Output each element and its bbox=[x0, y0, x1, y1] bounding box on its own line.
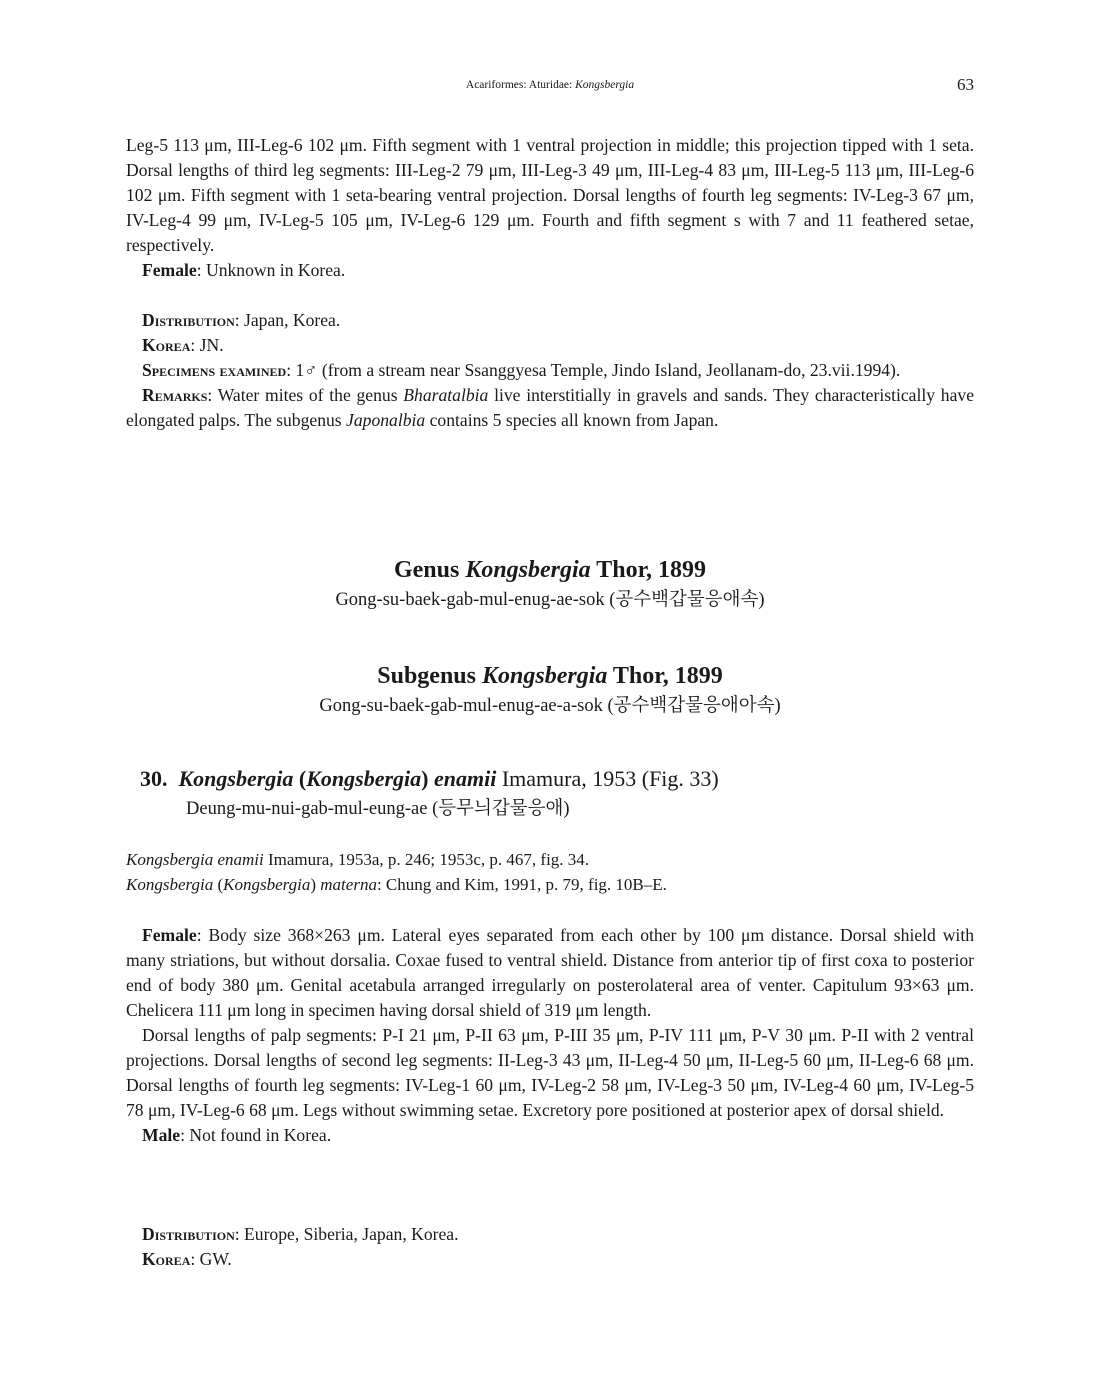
distribution-label: Distribution bbox=[142, 310, 235, 330]
synonym-name: Kongsbergia enamii bbox=[126, 850, 264, 869]
genus-korean-name: Gong-su-baek-gab-mul-enug-ae-sok (공수백갑물응애속) bbox=[335, 590, 765, 610]
subgenus-heading bbox=[126, 661, 974, 719]
previous-species-records bbox=[126, 308, 974, 433]
male-label: Male bbox=[142, 1125, 181, 1145]
korea-label: Korea bbox=[142, 1249, 191, 1269]
species-genus: Kongsbergia bbox=[178, 766, 294, 791]
synonym-entry: Kongsbergia (Kongsbergia) materna: Chung and Kim, 1991, p. 79, fig. 10B–E. bbox=[126, 875, 667, 894]
remarks-paragraph: Remarks: Water mites of the genus Bharatalbia live interstitially in gravels and sands. They characteristically have elongated palps. The subgenus Japonalbia contains 5 species all known from Japan. bbox=[126, 385, 974, 430]
page-number: 63 bbox=[957, 75, 974, 94]
distribution-line: Distribution: Europe, Siberia, Japan, Korea. bbox=[142, 1224, 459, 1244]
species-title: 30. Kongsbergia (Kongsbergia) enamii Imamura, 1953 (Fig. 33) bbox=[140, 766, 719, 791]
species-epithet: enamii bbox=[434, 766, 497, 791]
korea-line: Korea: JN. bbox=[142, 335, 224, 355]
running-head-genus: Kongsbergia bbox=[575, 79, 635, 91]
running-head-title: Acariformes: Aturidae: Kongsbergia bbox=[465, 79, 635, 91]
distribution-label: Distribution bbox=[142, 1224, 235, 1244]
species-korean-name: Deung-mu-nui-gab-mul-eung-ae (등무늬갑물응애) bbox=[186, 799, 570, 819]
leg-measurements-paragraph: Leg-5 113 μm, III-Leg-6 102 μm. Fifth segment with 1 ventral projection in middle; this projection tipped with 1 seta. Dorsal lengths of third leg segments: III-Leg-2 79 μm, III-Leg-3 49 μm, III-Leg-4 83 μm, III-Leg-5 113 μm, III-Leg-6 102 μm. Fifth segment with 1 seta-bearing ventral projection. Dorsal lengths of fourth leg segments: IV-Leg-3 67 μm, IV-Leg-4 99 μm, IV-Leg-5 105 μm, IV-Leg-6 129 μm. Fourth and fifth segment s with 7 and 11 feathered setae, respectively. bbox=[126, 135, 974, 255]
species-heading bbox=[140, 764, 960, 822]
measurements-paragraph: Dorsal lengths of palp segments: P-I 21 μm, P-II 63 μm, P-III 35 μm, P-IV 111 μm, P-V 30 μm. P-II with 2 ventral projections. Dorsal lengths of second leg segments: II-Leg-3 43 μm, II-Leg-4 50 μm, II-Leg-5 60 μm, II-Leg-6 68 μm. Dorsal lengths of fourth leg segments: IV-Leg-1 60 μm, IV-Leg-2 58 μm, IV-Leg-3 50 μm, IV-Leg-4 60 μm, IV-Leg-5 78 μm, IV-Leg-6 68 μm. Legs without swimming setae. Excretory pore positioned at posterior apex of dorsal shield. bbox=[126, 1025, 974, 1120]
remarks-label: Remarks bbox=[142, 385, 208, 405]
specimens-label: Specimens examined bbox=[142, 360, 287, 380]
species-records bbox=[126, 1222, 974, 1272]
subgenus-title: Subgenus Kongsbergia Thor, 1899 bbox=[377, 663, 723, 689]
book-page bbox=[126, 0, 974, 1400]
female-note: Female: Unknown in Korea. bbox=[142, 260, 346, 280]
species-number: 30. bbox=[140, 766, 168, 791]
female-description: Female: Body size 368×263 μm. Lateral eyes separated from each other by 100 μm distance. Dorsal shield with many striations, but without dorsalia. Coxae fused to ventral shield. Distance from anterior tip of first coxa to posterior end of body 380 μm. Genital acetabula arranged irregularly on posterolateral area of venter. Capitulum 93×63 μm. Chelicera 111 μm long in specimen having dorsal shield of 319 μm length. bbox=[126, 925, 974, 1020]
genus-name: Kongsbergia bbox=[465, 557, 591, 583]
species-description bbox=[126, 923, 974, 1148]
female-label: Female bbox=[142, 925, 197, 945]
remarks-subgenus-name: Japonalbia bbox=[346, 410, 426, 430]
synonymy-list bbox=[126, 847, 974, 897]
remarks-genus-name: Bharatalbia bbox=[403, 385, 489, 405]
korea-label: Korea bbox=[142, 335, 191, 355]
subgenus-name: Kongsbergia bbox=[482, 663, 608, 689]
female-label: Female bbox=[142, 260, 197, 280]
previous-species-continuation bbox=[126, 133, 974, 283]
specimens-examined-line: Specimens examined: 1♂ (from a stream near Ssanggyesa Temple, Jindo Island, Jeollanam-do, 23.vii.1994). bbox=[142, 360, 901, 380]
distribution-line: Distribution: Japan, Korea. bbox=[142, 310, 341, 330]
synonym-entry: Kongsbergia enamii Imamura, 1953a, p. 246; 1953c, p. 467, fig. 34. bbox=[126, 850, 590, 869]
subgenus-korean-name: Gong-su-baek-gab-mul-enug-ae-a-sok (공수백갑물응애아속) bbox=[319, 696, 781, 716]
species-subgenus: Kongsbergia bbox=[306, 766, 422, 791]
genus-title: Genus Kongsbergia Thor, 1899 bbox=[393, 557, 707, 583]
male-note: Male: Not found in Korea. bbox=[142, 1125, 332, 1145]
running-head bbox=[126, 75, 974, 99]
korea-line: Korea: GW. bbox=[142, 1249, 232, 1269]
genus-heading bbox=[126, 555, 974, 613]
